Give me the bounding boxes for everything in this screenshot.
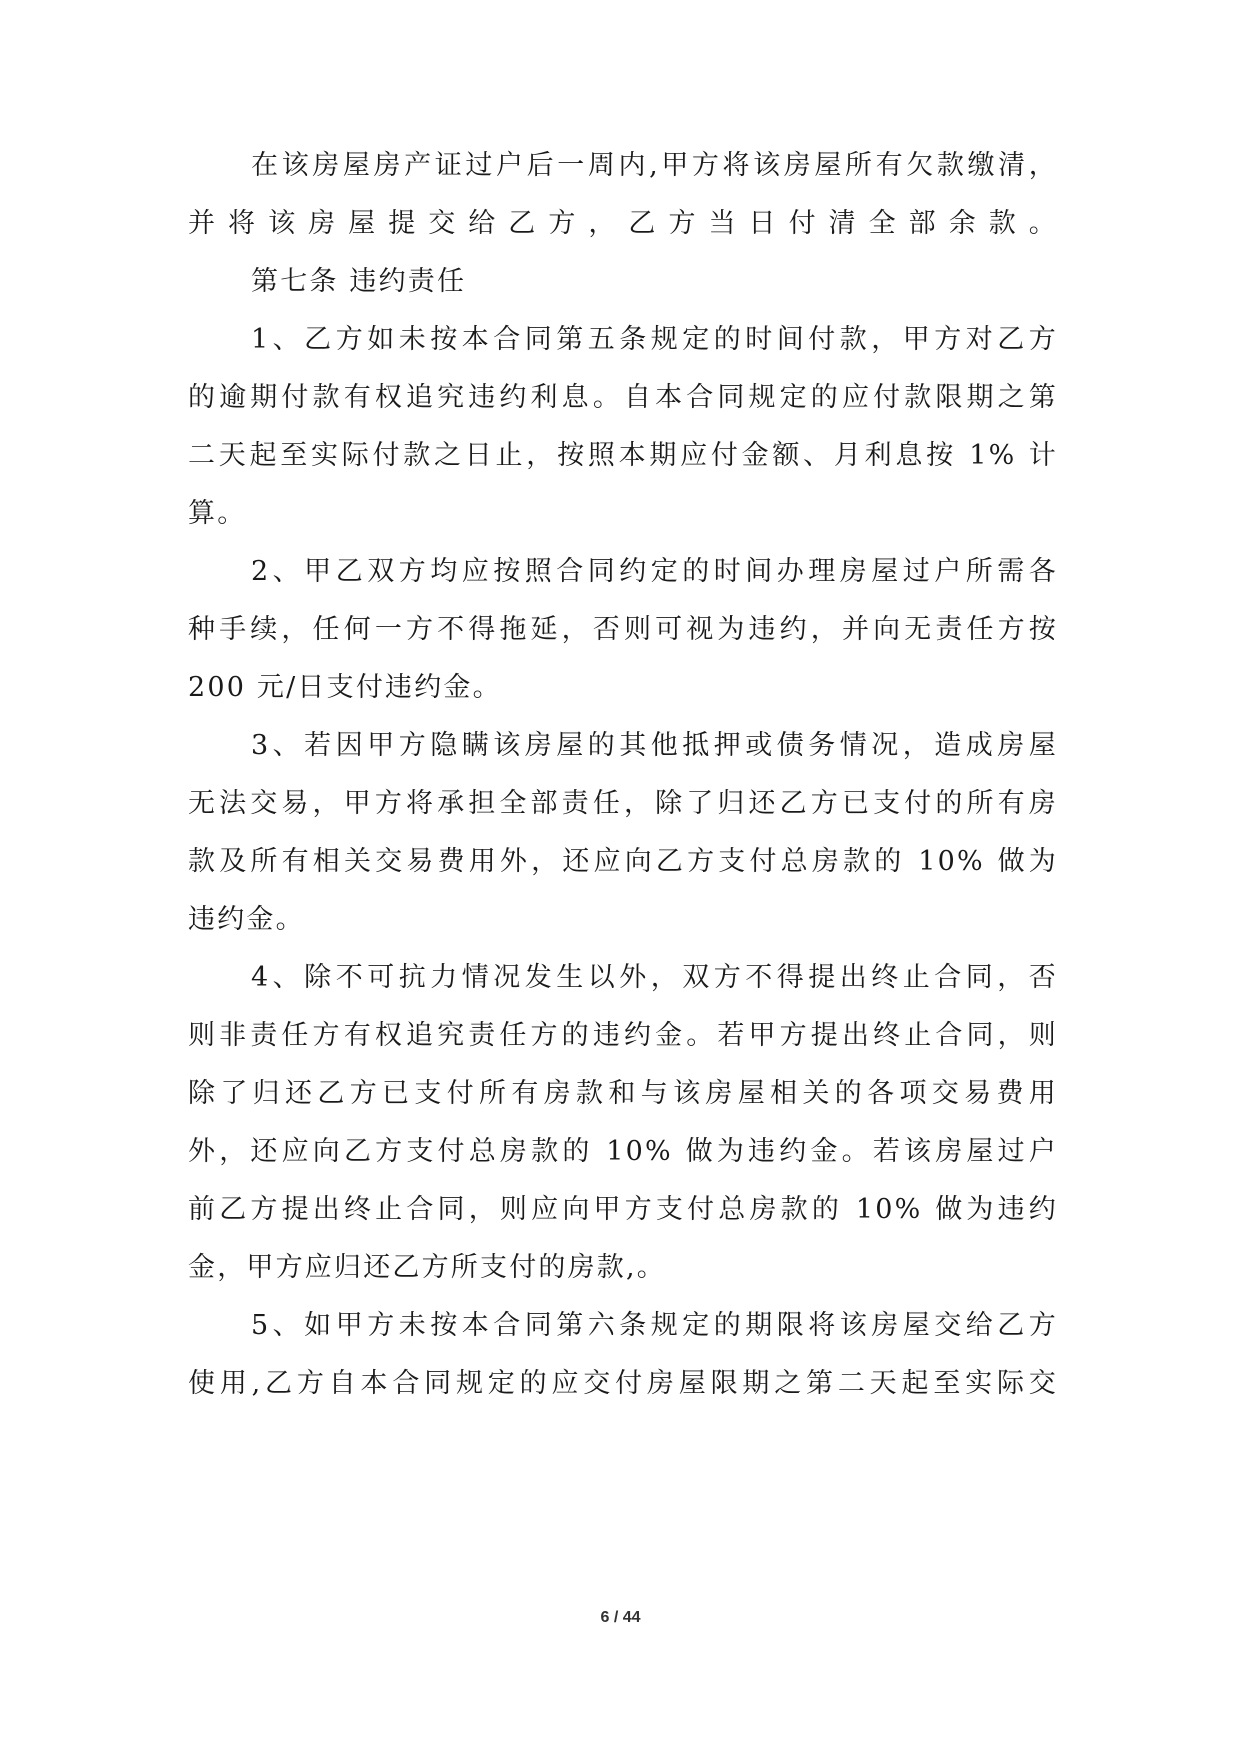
- text-line: 5、如甲方未按本合同第六条规定的期限将该房屋交给乙方: [251, 1310, 1058, 1341]
- text-line: 违约金。: [188, 904, 305, 935]
- text-line: 并将该房屋提交给乙方，乙方当日付清全部余款。: [188, 208, 1058, 239]
- text-line: 3、若因甲方隐瞒该房屋的其他抵押或债务情况，造成房屋: [251, 730, 1058, 761]
- text-line: 2、甲乙双方均应按照合同约定的时间办理房屋过户所需各: [251, 556, 1058, 587]
- text-line: 除了归还乙方已支付所有房款和与该房屋相关的各项交易费用: [188, 1078, 1058, 1109]
- text-line: 外，还应向乙方支付总房款的 10% 做为违约金。若该房屋过户: [188, 1136, 1058, 1167]
- text-line: 使用,乙方自本合同规定的应交付房屋限期之第二天起至实际交: [188, 1368, 1058, 1399]
- text-line: 4、除不可抗力情况发生以外，双方不得提出终止合同，否: [251, 962, 1058, 993]
- text-line: 前乙方提出终止合同，则应向甲方支付总房款的 10% 做为违约: [188, 1194, 1058, 1225]
- text-line: 在该房屋房产证过户后一周内,甲方将该房屋所有欠款缴清，: [251, 150, 1058, 181]
- section-heading: 第七条 违约责任: [251, 266, 467, 297]
- text-line: 算。: [188, 498, 247, 529]
- text-line: 则非责任方有权追究责任方的违约金。若甲方提出终止合同，则: [188, 1020, 1058, 1051]
- text-line: 200 元/日支付违约金。: [188, 672, 502, 703]
- text-line: 的逾期付款有权追究违约利息。自本合同规定的应付款限期之第: [188, 382, 1058, 413]
- text-line: 金，甲方应归还乙方所支付的房款,。: [188, 1252, 666, 1283]
- page-number: 6 / 44: [600, 1609, 641, 1626]
- text-line: 无法交易，甲方将承担全部责任，除了归还乙方已支付的所有房: [188, 788, 1058, 819]
- text-line: 1、乙方如未按本合同第五条规定的时间付款，甲方对乙方: [251, 324, 1058, 355]
- text-line: 二天起至实际付款之日止，按照本期应付金额、月利息按 1% 计: [188, 440, 1058, 471]
- text-line: 款及所有相关交易费用外，还应向乙方支付总房款的 10% 做为: [188, 846, 1058, 877]
- text-line: 种手续，任何一方不得拖延，否则可视为违约，并向无责任方按: [188, 614, 1058, 645]
